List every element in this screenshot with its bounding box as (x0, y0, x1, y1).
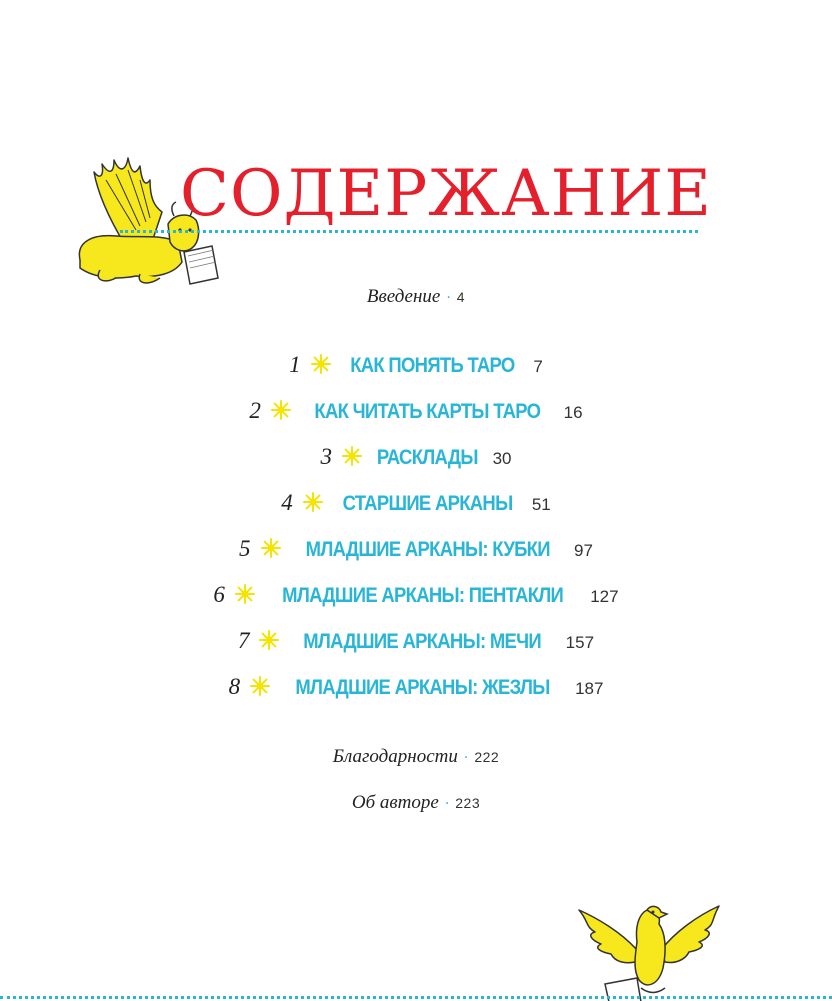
toc-entry-chapter[interactable] (0, 352, 832, 378)
star-icon (250, 676, 270, 696)
entry-page: 4 (456, 289, 466, 305)
toc-entry-chapter[interactable] (0, 536, 832, 562)
page-title: СОДЕРЖАНИЕ (180, 157, 712, 231)
entry-separator: · (444, 796, 450, 812)
chapter-page: 157 (565, 633, 595, 652)
chapter-page: 16 (563, 403, 583, 422)
toc-entry-about-author[interactable] (0, 792, 832, 814)
entry-separator: · (463, 750, 469, 766)
star-icon (235, 584, 255, 604)
toc-entry-chapter[interactable] (0, 398, 832, 424)
toc-entry-chapter[interactable] (0, 444, 832, 470)
chapter-page: 187 (575, 679, 604, 698)
chapter-title: МЛАДШИЕ АРКАНЫ: МЕЧИ (303, 630, 542, 653)
star-icon (261, 538, 281, 558)
chapter-title: МЛАДШИЕ АРКАНЫ: ПЕНТАКЛИ (282, 584, 564, 607)
star-icon (311, 354, 331, 374)
entry-page: 222 (474, 749, 500, 765)
entry-label: Введение (366, 286, 441, 307)
toc-entry-intro[interactable] (0, 286, 832, 308)
chapter-page: 7 (533, 357, 543, 376)
chapter-title: РАСКЛАДЫ (376, 446, 478, 469)
chapter-number: 3 (320, 444, 332, 469)
star-icon (342, 446, 362, 466)
toc-entry-chapter[interactable] (0, 582, 832, 608)
toc-entry-acknowledgements[interactable] (0, 746, 832, 768)
chapter-number: 7 (237, 628, 250, 653)
star-icon (271, 400, 291, 420)
chapter-page: 97 (574, 541, 593, 560)
chapter-number: 8 (228, 674, 241, 699)
star-icon (303, 492, 323, 512)
title-divider (120, 230, 698, 233)
chapter-number: 4 (281, 490, 293, 515)
toc-entry-chapter[interactable] (0, 674, 832, 700)
eagle-icon (575, 892, 725, 1001)
chapter-number: 2 (249, 398, 261, 423)
chapter-title: КАК ПОНЯТЬ ТАРО (349, 354, 515, 377)
entry-label: Благодарности (332, 746, 458, 767)
chapter-number: 5 (239, 536, 251, 561)
chapter-page: 51 (531, 495, 551, 514)
entry-page: 223 (455, 795, 481, 811)
entry-separator: · (446, 290, 451, 306)
chapter-page: 30 (492, 449, 512, 468)
chapter-number: 1 (289, 352, 301, 377)
chapter-title: СТАРШИЕ АРКАНЫ (342, 492, 513, 515)
chapter-number: 6 (213, 582, 225, 607)
star-icon (259, 630, 279, 650)
bottom-divider (0, 996, 832, 999)
toc-entry-chapter[interactable] (0, 490, 832, 516)
chapter-title: МЛАДШИЕ АРКАНЫ: ЖЕЗЛЫ (295, 676, 550, 699)
chapter-page: 127 (590, 587, 619, 606)
toc-entry-chapter[interactable] (0, 628, 832, 654)
entry-label: Об авторе (351, 792, 439, 813)
chapter-title: КАК ЧИТАТЬ КАРТЫ ТАРО (314, 400, 541, 423)
chapter-title: МЛАДШИЕ АРКАНЫ: КУБКИ (305, 538, 550, 561)
